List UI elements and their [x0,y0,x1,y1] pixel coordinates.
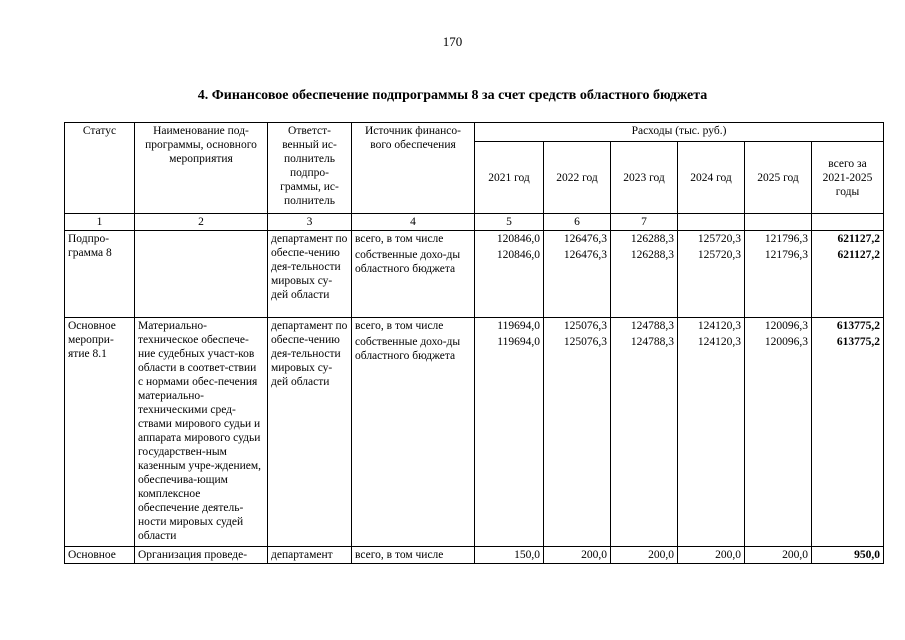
column-number [745,214,812,231]
value-cell [475,318,544,547]
value-cell [678,318,745,547]
row-source [352,318,475,547]
header-total: всего за 2021-2025 годы [812,142,884,214]
total-cell [812,231,884,318]
value: 200,0 [544,547,611,564]
value-cell [544,231,611,318]
value: 150,0 [475,547,544,564]
value-cell [611,318,678,547]
header-year-2025: 2025 год [745,142,812,214]
row-status: Основное [65,547,135,564]
column-number: 1 [65,214,135,231]
value: 126476,3 [563,233,607,245]
table-row [65,547,884,564]
total-value: 621127,2 [837,233,880,245]
value-cell [475,231,544,318]
source-line: всего, в том числе [355,233,444,245]
row-source [352,231,475,318]
document-title: 4. Финансовое обеспечение подпрограммы 8 за счет средств областного бюджета [197,88,708,103]
row-name: Материально-техническое обеспече-ние судебных участ-ков области в соответ-ствии с нормами обес-печения материально-техническими сред-ствами мирового судьи и аппарата мирового судьи государствен-ным казенным учре-ждением, обеспечива-ющим комплексное обеспечение деятель-ности мировых судей области [135,318,268,547]
value: 126288,3 [630,233,674,245]
row-executor: департамент [268,547,352,564]
source-line: всего, в том числе [355,320,444,332]
value: 119694,0 [497,336,540,348]
value: 200,0 [611,547,678,564]
value: 119694,0 [497,320,540,332]
column-number: 4 [352,214,475,231]
value-cell [678,231,745,318]
total-value: 621127,2 [837,249,880,261]
source-line: собственные дохо-ды областного бюджета [355,336,461,362]
value: 120096,3 [764,336,808,348]
column-number: 3 [268,214,352,231]
column-number: 7 [611,214,678,231]
column-number: 2 [135,214,268,231]
total-cell [812,318,884,547]
value: 124788,3 [630,320,674,332]
financing-table [64,122,884,564]
column-number [812,214,884,231]
total-value: 613775,2 [836,320,880,332]
value-cell [611,231,678,318]
value: 124120,3 [697,320,741,332]
value: 124788,3 [630,336,674,348]
header-source: Источник финансо-вого обеспечения [352,123,475,214]
value: 121796,3 [764,233,808,245]
row-source: всего, в том числе [352,547,475,564]
value: 126288,3 [630,249,674,261]
table-row [65,318,884,547]
header-name: Наименование под-программы, основного мероприятия [135,123,268,214]
header-year-2022: 2022 год [544,142,611,214]
value: 125720,3 [697,233,741,245]
total-value: 613775,2 [836,336,880,348]
value: 124120,3 [697,336,741,348]
row-name: Организация проведе- [135,547,268,564]
column-number: 6 [544,214,611,231]
header-expenses: Расходы (тыс. руб.) [475,123,884,142]
header-executor: Ответст-венный ис-полнитель подпро-граммы, ис-полнитель [268,123,352,214]
row-name [135,231,268,318]
value: 125720,3 [697,249,741,261]
column-number: 5 [475,214,544,231]
table-row [65,231,884,318]
page-number: 170 [442,34,463,49]
row-status: Подпро-грамма 8 [65,231,135,318]
source-line: собственные дохо-ды областного бюджета [355,249,461,275]
row-executor: департамент по обеспе-чению дея-тельности мировых су-дей области [268,318,352,547]
header-status: Статус [65,123,135,214]
value: 120846,0 [496,249,540,261]
value: 125076,3 [563,336,607,348]
value-cell [544,318,611,547]
row-executor: департамент по обеспе-чению дея-тельности мировых су-дей области [268,231,352,318]
row-status: Основное меропри-ятие 8.1 [65,318,135,547]
value: 200,0 [678,547,745,564]
total-value: 950,0 [812,547,884,564]
value: 120096,3 [764,320,808,332]
value: 126476,3 [563,249,607,261]
value-cell [745,318,812,547]
value: 125076,3 [563,320,607,332]
header-year-2023: 2023 год [611,142,678,214]
value: 200,0 [745,547,812,564]
header-year-2021: 2021 год [475,142,544,214]
header-year-2024: 2024 год [678,142,745,214]
column-number [678,214,745,231]
value: 120846,0 [496,233,540,245]
value: 121796,3 [764,249,808,261]
value-cell [745,231,812,318]
